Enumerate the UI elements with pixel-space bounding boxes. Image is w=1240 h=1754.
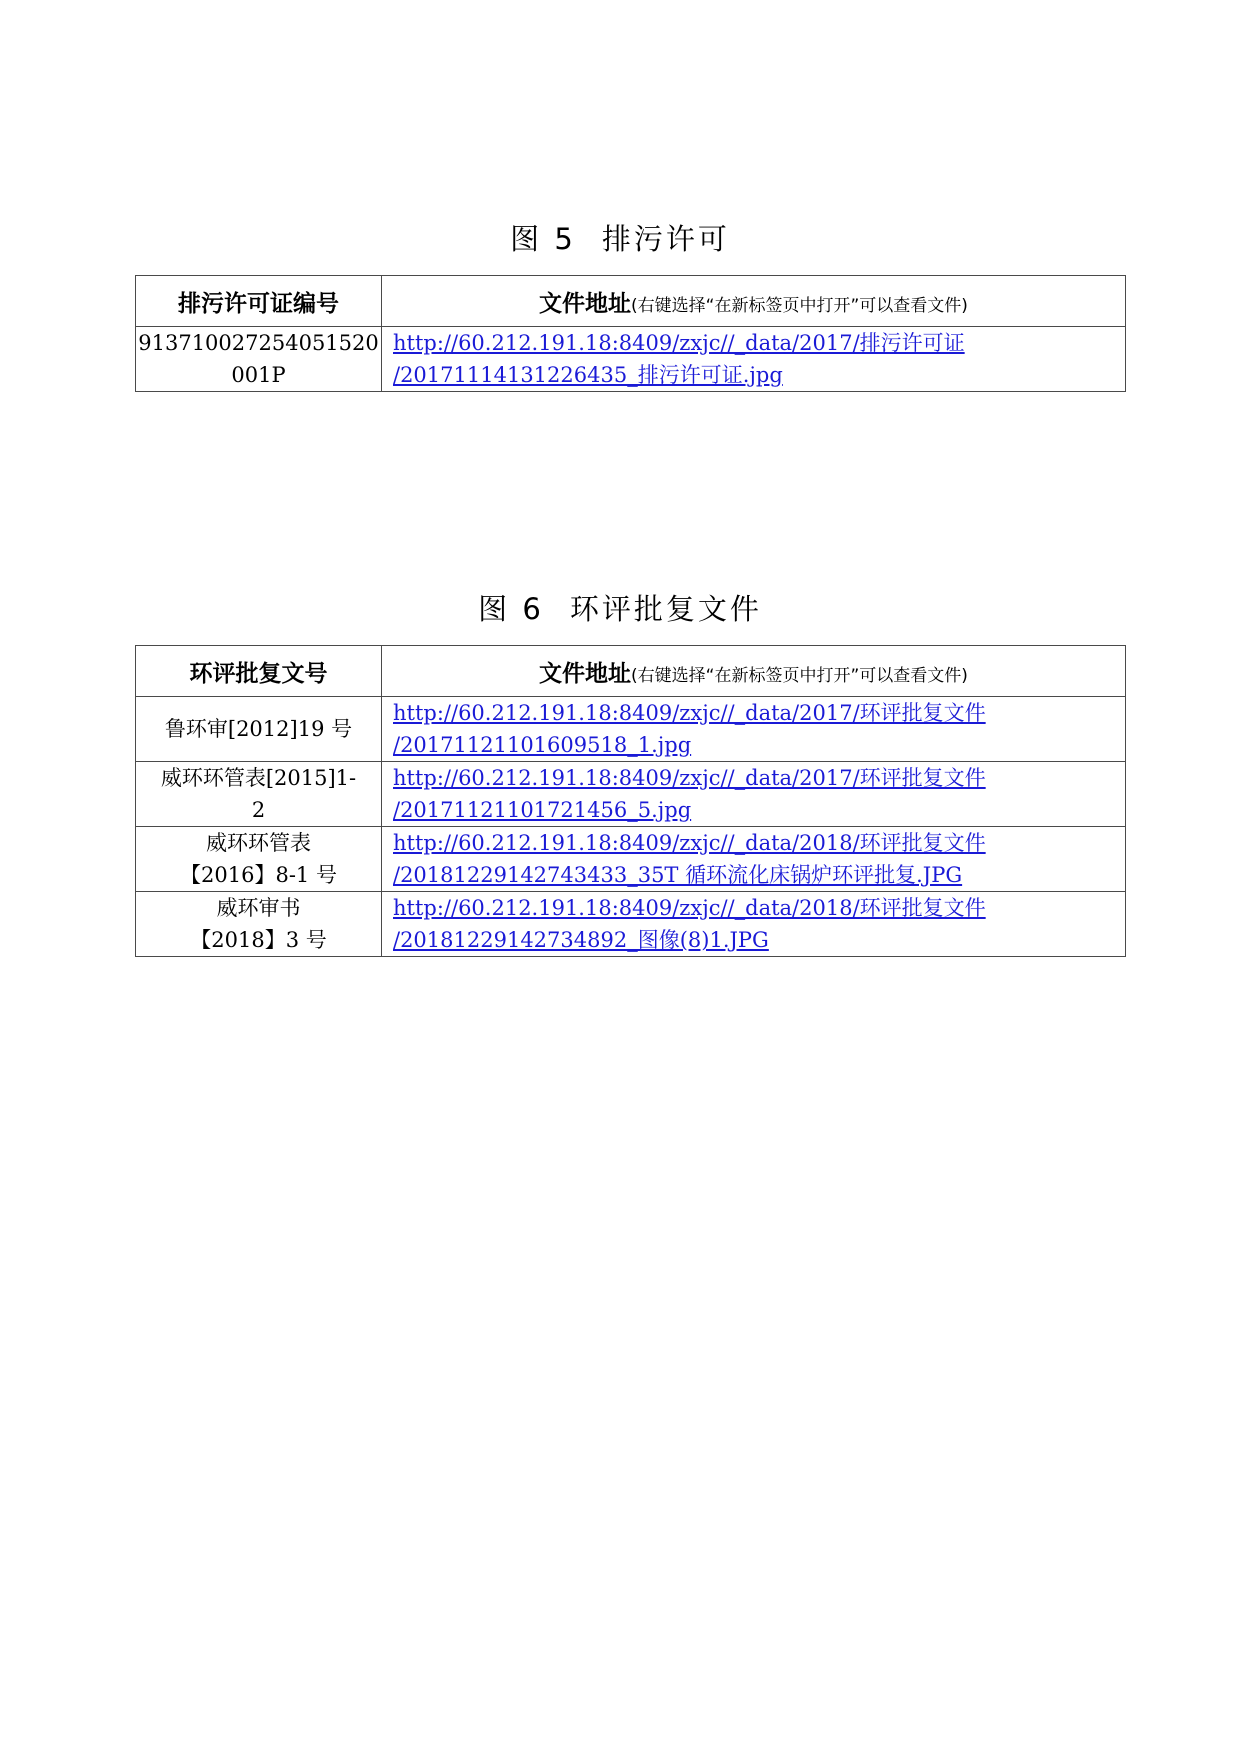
- approval-number-cell: [136, 827, 382, 892]
- table-header-row: [136, 646, 1126, 697]
- approval-number-cell: [136, 697, 382, 762]
- figure-6-caption: 环评批复文件: [569, 592, 762, 626]
- file-address-header: [382, 646, 1126, 697]
- file-link-line-1: http://60.212.191.18:8409/zxjc//_data/2018/环评批复文件: [393, 896, 986, 920]
- file-link-line-1: http://60.212.191.18:8409/zxjc//_data/2018/环评批复文件: [393, 831, 986, 855]
- file-link-line-1: http://60.212.191.18:8409/zxjc//_data/2017/环评批复文件: [393, 766, 986, 790]
- file-address-header-label: 文件地址: [539, 660, 632, 687]
- approval-number-line-2: 2: [251, 798, 266, 822]
- file-link[interactable]: [393, 827, 1125, 891]
- file-address-header: [382, 276, 1126, 327]
- approval-number-cell: [136, 892, 382, 957]
- file-address-cell: [382, 327, 1126, 392]
- approval-number-line-1: 威环环管表: [206, 831, 311, 855]
- file-link-line-1: http://60.212.191.18:8409/zxjc//_data/2017/环评批复文件: [393, 701, 986, 725]
- file-address-cell: [382, 892, 1126, 957]
- file-link[interactable]: [393, 697, 1125, 761]
- file-address-header-note: (右键选择“在新标签页中打开”可以查看文件): [631, 665, 968, 686]
- file-link[interactable]: [393, 762, 1125, 826]
- figure-5-caption: 排污许可: [601, 222, 730, 256]
- file-address-header-label: 文件地址: [539, 290, 632, 317]
- permit-number-header: 排污许可证编号: [136, 276, 382, 327]
- permit-number-line-2: 001P: [231, 363, 286, 387]
- approval-number-header: 环评批复文号: [136, 646, 382, 697]
- figure-5-title: [0, 217, 1240, 258]
- file-address-cell: [382, 697, 1126, 762]
- approval-number-cell: [136, 762, 382, 827]
- file-link-line-2: /20171121101721456_5.jpg: [393, 798, 692, 822]
- discharge-permit-table: [135, 275, 1126, 392]
- figure-6-title: [0, 587, 1240, 628]
- permit-number-cell: [136, 327, 382, 392]
- permit-number-line-1: 913710027254051520: [138, 331, 379, 355]
- figure-5-number: 图 5: [510, 222, 576, 256]
- file-link-line-2: /20181229142743433_35T 循环流化床锅炉环评批复.JPG: [393, 863, 963, 887]
- file-address-header-note: (右键选择“在新标签页中打开”可以查看文件): [631, 295, 968, 316]
- approval-number-line-2: 【2018】3 号: [190, 928, 327, 952]
- table-row: [136, 762, 1126, 827]
- approval-number-line-1: 鲁环审[2012]19 号: [164, 717, 353, 741]
- file-link-line-2: /20171121101609518_1.jpg: [393, 733, 692, 757]
- file-address-cell: [382, 827, 1126, 892]
- approval-number-line-1: 威环审书: [216, 896, 301, 920]
- approval-number-line-2: 【2016】8-1 号: [180, 863, 337, 887]
- table-row: [136, 892, 1126, 957]
- file-link-line-2: /20171114131226435_排污许可证.jpg: [393, 363, 783, 387]
- file-link-line-1: http://60.212.191.18:8409/zxjc//_data/2017/排污许可证: [393, 331, 965, 355]
- file-link[interactable]: [393, 892, 1125, 956]
- eia-approval-table: [135, 645, 1126, 957]
- table-header-row: [136, 276, 1126, 327]
- table-row: [136, 327, 1126, 392]
- approval-number-line-1: 威环环管表[2015]1-: [160, 766, 357, 790]
- file-link[interactable]: [393, 327, 1125, 391]
- figure-6-number: 图 6: [478, 592, 544, 626]
- file-address-cell: [382, 762, 1126, 827]
- table-row: [136, 827, 1126, 892]
- table-row: [136, 697, 1126, 762]
- file-link-line-2: /20181229142734892_图像(8)1.JPG: [393, 928, 769, 952]
